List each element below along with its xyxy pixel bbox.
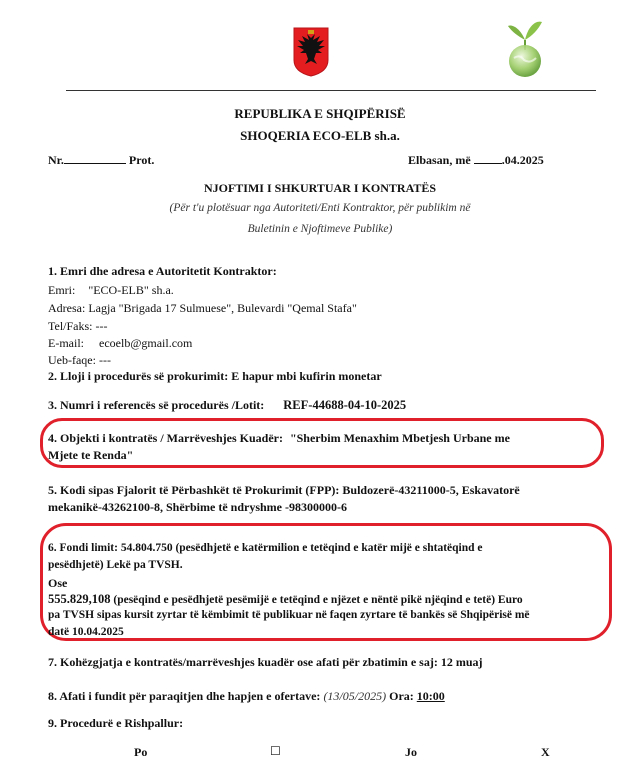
emri-label: Emri: — [48, 283, 76, 297]
section-2: 2. Lloji i procedurës së prokurimit: E hapur mbi kufirin monetar — [48, 369, 382, 383]
deadline-date: (13/05/2025) — [323, 689, 387, 703]
nr-label: Nr. — [48, 153, 64, 167]
notice-subtitle-2: Buletinin e Njoftimeve Publike) — [247, 223, 393, 235]
section-5-line2: mekanikë-43262100-8, Shërbime të ndryshme -98300000-6 — [48, 500, 347, 514]
tel-row: Tel/Faks: --- — [48, 319, 108, 333]
section-6-line2: pesëdhjetë) Lekë pa TVSH. — [48, 559, 183, 571]
euro-amount-words: (pesëqind e pesëdhjetë pesëmijë e tetëqind e njëzet e nëntë pikë njëqind e tetë) Euro — [110, 594, 523, 606]
place-date-prefix: Elbasan, më — [408, 153, 471, 167]
albanian-coat-of-arms-icon — [292, 26, 330, 78]
ora-value: 10:00 — [416, 689, 445, 703]
section-1-heading: 1. Emri dhe adresa e Autoritetit Kontraktor: — [48, 264, 277, 278]
nr-blank — [64, 152, 126, 164]
highlight-oval-fund — [40, 523, 612, 641]
section-7: 7. Kohëzgjatja e kontratës/marrëveshjes kuadër ose afati për zbatimin e saj: 12 muaj — [48, 655, 483, 669]
option-jo-mark[interactable]: X — [541, 745, 550, 759]
ora-label: Ora: — [389, 689, 414, 703]
company-name: SHOQERIA ECO-ELB sh.a. — [240, 128, 400, 143]
notice-subtitle-1: (Për t'u plotësuar nga Autoriteti/Enti Kontraktor, për publikim në — [169, 202, 471, 214]
web-row: Ueb-faqe: --- — [48, 353, 111, 367]
section-6-or: Ose — [48, 576, 68, 590]
adresa-label: Adresa: — [48, 301, 86, 315]
checkbox-po[interactable]: ☐ — [270, 744, 281, 758]
emri-row — [48, 283, 174, 298]
euro-amount: 555.829,108 — [48, 592, 111, 606]
protocol-line — [48, 152, 154, 168]
object-label: 4. Objekti i kontratës / Marrëveshjes Kuadër: — [48, 431, 283, 445]
place-date-suffix: .04.2025 — [501, 153, 544, 167]
section-8 — [48, 689, 445, 704]
day-blank — [474, 152, 502, 164]
option-jo-label: Jo — [405, 745, 417, 759]
adresa-value: Lagja "Brigada 17 Sulmuese", Bulevardi "Qemal Stafa" — [88, 301, 357, 315]
place-date — [408, 152, 544, 168]
republic-title: REPUBLIKA E SHQIPËRISË — [234, 106, 406, 121]
ref-value: REF-44688-04-10-2025 — [283, 398, 407, 412]
section-6-line4: pa TVSH sipas kursit zyrtar të këmbimit të publikuar në faqen zyrtare të bankës së Shqipërisë më — [48, 609, 530, 621]
section-9-heading: 9. Procedurë e Rishpallur: — [48, 716, 184, 730]
prot-label: Prot. — [128, 153, 155, 167]
object-value-1: "Sherbim Menaxhim Mbetjesh Urbane me — [289, 431, 510, 445]
option-po-label: Po — [134, 745, 148, 759]
section-6-line3 — [48, 592, 523, 607]
deadline-label: 8. Afati i fundit për paraqitjen dhe hapjen e ofertave: — [48, 689, 321, 703]
section-6-line5: datë 10.04.2025 — [48, 626, 124, 638]
email-value: ecoelb@gmail.com — [99, 336, 193, 350]
section-4-line1 — [48, 431, 510, 446]
email-label: E-mail: — [48, 336, 84, 350]
section-6-line1: 6. Fondi limit: 54.804.750 (pesëdhjetë e katërmilion e tetëqind e katër mijë e shtatëqind e — [48, 542, 483, 554]
eco-globe-sprout-icon — [502, 14, 548, 78]
notice-title: NJOFTIMI I SHKURTUAR I KONTRATËS — [203, 181, 437, 195]
section-3 — [48, 398, 406, 413]
emri-value: "ECO-ELB" sh.a. — [88, 283, 174, 297]
adresa-row — [48, 301, 357, 316]
header-rule — [66, 90, 596, 91]
email-row — [48, 336, 192, 351]
section-5-line1: 5. Kodi sipas Fjalorit të Përbashkët të Prokurimit (FPP): Buldozerë-43211000-5, Eskavatorë — [48, 483, 520, 497]
ref-label: 3. Numri i referencës së procedurës /Lotit: — [48, 398, 265, 412]
object-value-2: Mjete te Renda" — [48, 448, 134, 462]
